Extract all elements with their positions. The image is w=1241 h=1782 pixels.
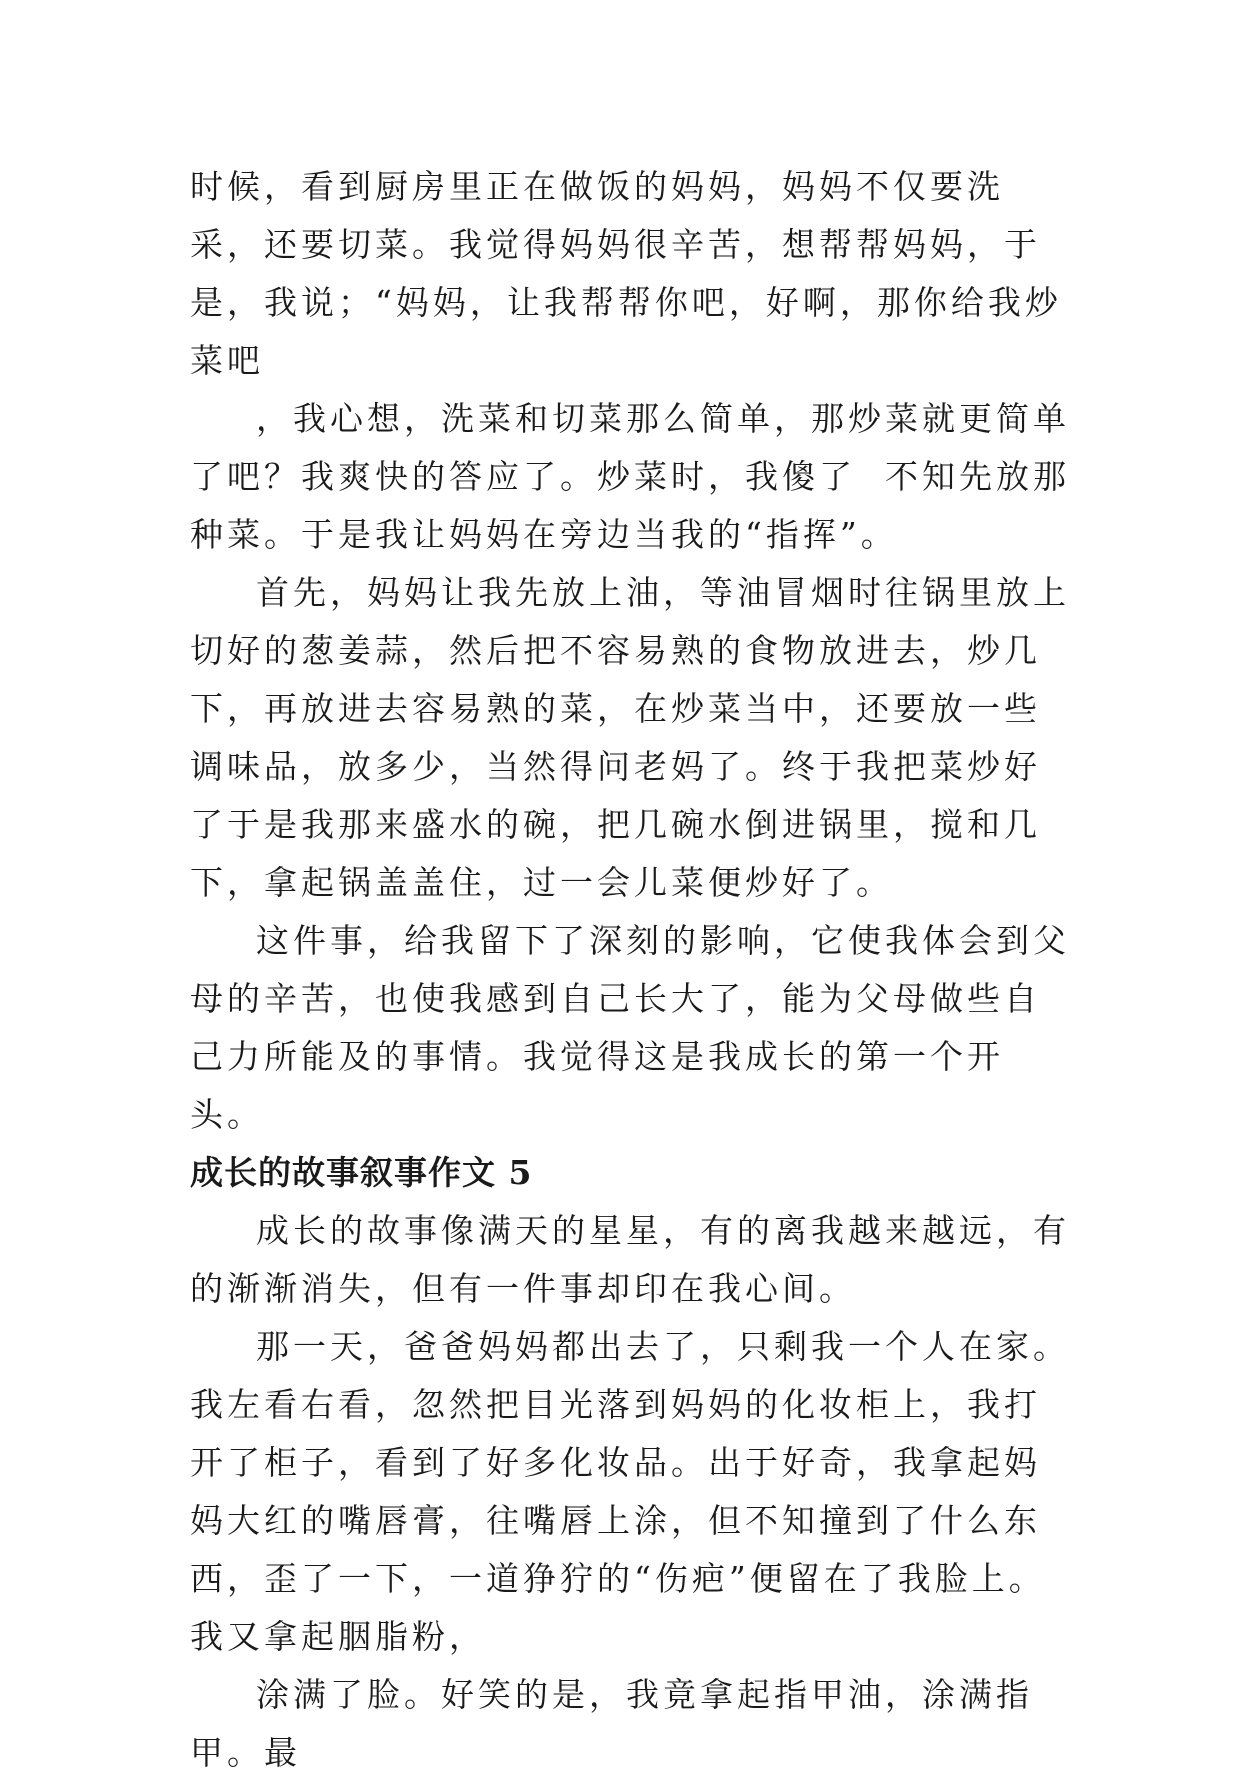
paragraph: 时候，看到厨房里正在做饭的妈妈，妈妈不仅要洗采，还要切菜。我觉得妈妈很辛苦，想帮帮妈妈，于是，我说；“妈妈，让我帮帮你吧，好啊，那你给我炒菜吧 (190, 167, 1062, 380)
paragraph: 那一天，爸爸妈妈都出去了，只剩我一个人在家。我左看右看，忽然把目光落到妈妈的化妆柜上，我打开了柜子，看到了好多化妆品。出于好奇，我拿起妈妈大红的嘴唇膏，往嘴唇上涂，但不知撞到了什么东西，歪了一下，一道狰狞的“伤疤”便留在了我脸上。我又拿起胭脂粉， (190, 1327, 1070, 1656)
document-page (190, 158, 1070, 1782)
paragraph: ，我心想，洗菜和切菜那么简单，那炒菜就更简单了吧？我爽快的答应了。炒菜时，我傻了 不知先放那种菜。于是我让妈妈在旁边当我的“指挥”。 (190, 399, 1070, 554)
paragraph: 涂满了脸。好笑的是，我竟拿起指甲油，涂满指甲。最 (190, 1675, 1033, 1772)
paragraph: 这件事，给我留下了深刻的影响，它使我体会到父母的辛苦，也使我感到自己长大了，能为父母做些自己力所能及的事情。我觉得这是我成长的第一个开头。 (190, 921, 1070, 1134)
section-title: 成长的故事叙事作文 5 (190, 1153, 533, 1192)
paragraph: 成长的故事像满天的星星，有的离我越来越远，有的渐渐消失，但有一件事却印在我心间。 (190, 1211, 1070, 1308)
paragraph: 首先，妈妈让我先放上油，等油冒烟时往锅里放上切好的葱姜蒜，然后把不容易熟的食物放进去，炒几下，再放进去容易熟的菜，在炒菜当中，还要放一些调味品，放多少，当然得问老妈了。终于我把菜炒好了于是我那来盛水的碗，把几碗水倒进锅里，搅和几下，拿起锅盖盖住，过一会儿菜便炒好了。 (190, 573, 1070, 902)
